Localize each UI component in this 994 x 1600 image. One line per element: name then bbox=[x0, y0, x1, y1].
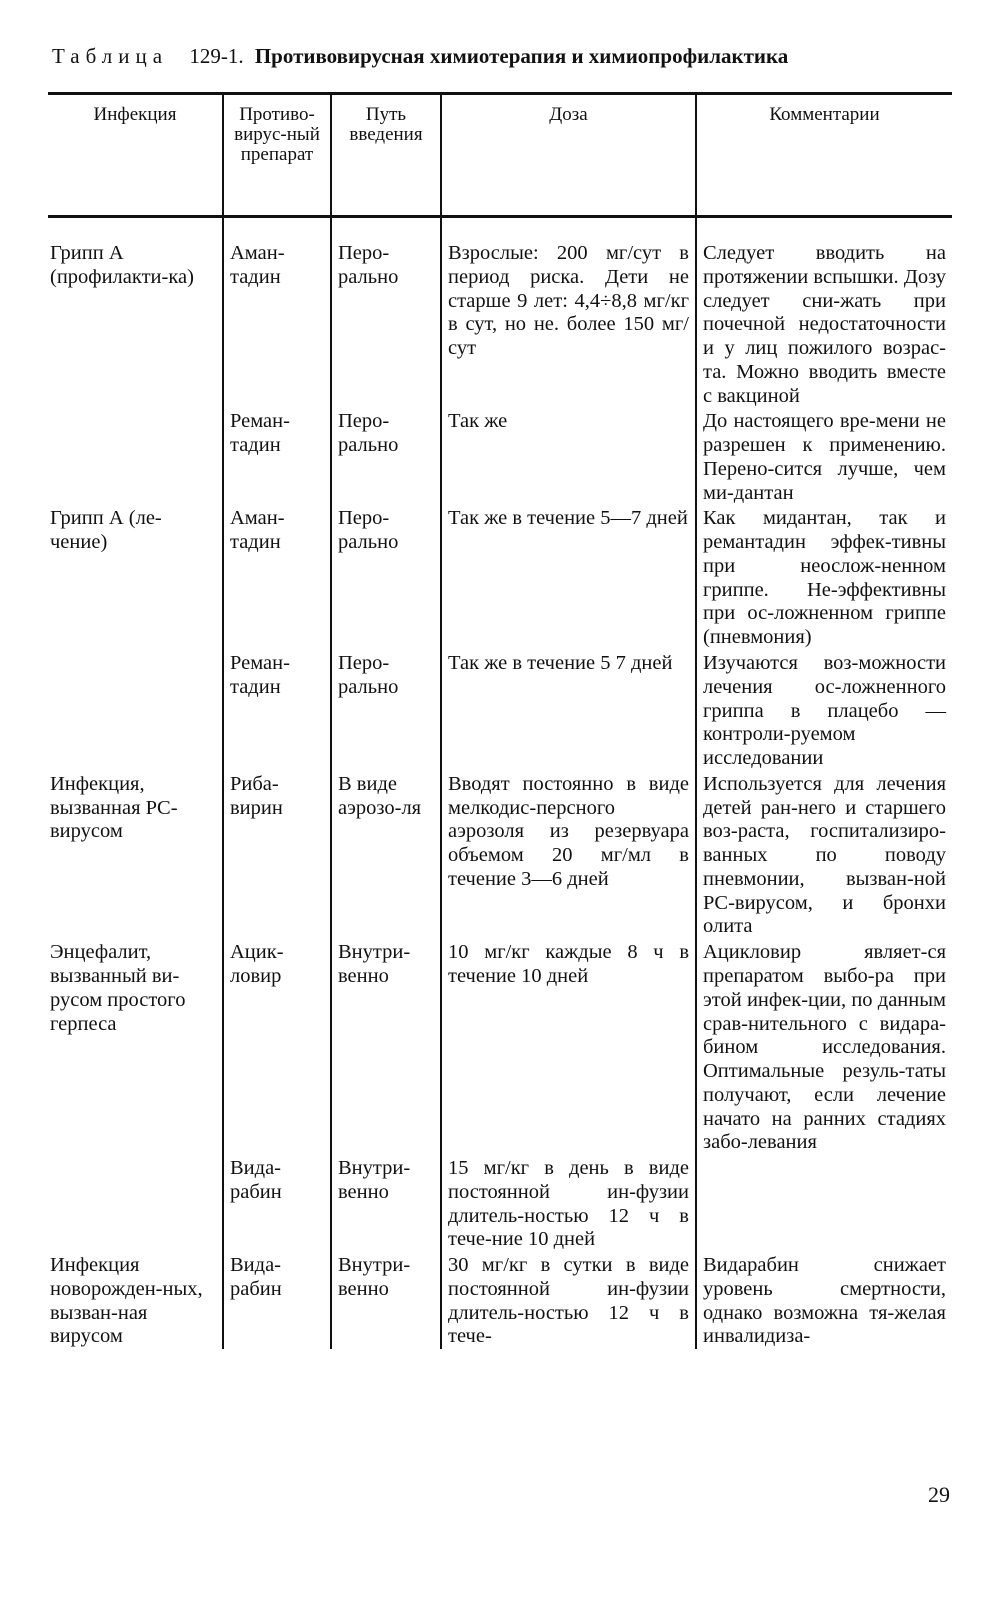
cell-dose: Так же bbox=[441, 408, 696, 505]
antiviral-table bbox=[48, 92, 952, 1349]
cell-infection bbox=[48, 408, 223, 505]
table-row bbox=[48, 939, 952, 1155]
cell-route: Перо-рально bbox=[331, 505, 441, 650]
cell-route: Внутри-венно bbox=[331, 1155, 441, 1252]
cell-comment: Видарабин снижает уровень смертности, однако возможна тя-желая инвалидиза- bbox=[696, 1252, 952, 1349]
cell-infection: Грипп А (ле-чение) bbox=[50, 507, 162, 554]
cell-drug: Реман-тадин bbox=[223, 408, 331, 505]
cell-dose: Вводят постоянно в виде мелкодис-персного аэрозоля из резервуара объемом 20 мг/мл в течение 3—6 дней bbox=[441, 771, 696, 939]
header-drug: Противо-вирус-ный препарат bbox=[223, 94, 331, 217]
cell-infection bbox=[48, 650, 223, 771]
cell-dose: Взрослые: 200 мг/сут в период риска. Дети не старше 9 лет: 4,4÷8,8 мг/кг в сут, но не. более 150 мг/сут bbox=[441, 217, 696, 409]
table-row bbox=[48, 1155, 952, 1252]
cell-route: Внутри-венно bbox=[331, 939, 441, 1155]
cell-route: Внутри-венно bbox=[331, 1252, 441, 1349]
cell-infection: Инфекция, вызванная PC-вирусом bbox=[50, 772, 178, 843]
table-row bbox=[48, 505, 952, 650]
cell-route: Перо-рально bbox=[331, 650, 441, 771]
cell-drug: Аман-тадин bbox=[223, 505, 331, 650]
cell-infection bbox=[48, 1155, 223, 1252]
page-number: 29 bbox=[928, 1482, 950, 1507]
cell-infection: Инфекция новорожден-ных, вызван-ная вирусом bbox=[50, 1254, 203, 1348]
cell-infection: Энцефалит, вызванный ви-русом простого герпеса bbox=[50, 941, 186, 1035]
caption-title: Противовирусная химиотерапия и химиопрофилактика bbox=[254, 44, 789, 68]
table-row bbox=[48, 771, 952, 939]
cell-comment bbox=[696, 1155, 952, 1252]
caption-label: Таблица bbox=[52, 44, 169, 68]
table-row bbox=[48, 1252, 952, 1349]
cell-dose: Так же в течение 5 7 дней bbox=[441, 650, 696, 771]
cell-infection: Грипп А (профилакти-ка) bbox=[50, 242, 194, 288]
cell-comment: Изучаются воз-можности лечения ос-ложненного гриппа в плацебо — контроли-руемом исследовании bbox=[696, 650, 952, 771]
cell-route: Перо-рально bbox=[331, 217, 441, 409]
cell-dose: 30 мг/кг в сутки в виде постоянной ин-фузии длитель-ностью 12 ч в тече- bbox=[441, 1252, 696, 1349]
table-row bbox=[48, 650, 952, 771]
cell-drug: Ацик-ловир bbox=[223, 939, 331, 1155]
header-comments: Комментарии bbox=[696, 94, 952, 217]
table-row bbox=[48, 408, 952, 505]
cell-comment: Используется для лечения детей ран-него и старшего воз-раста, госпитализиро-ванных по поводу пневмонии, вызван-ной PC-вирусом, и бронхи олита bbox=[696, 771, 952, 939]
cell-drug: Вида-рабин bbox=[223, 1155, 331, 1252]
cell-drug: Вида-рабин bbox=[223, 1252, 331, 1349]
header-route: Путь введения bbox=[331, 94, 441, 217]
cell-route: В виде аэрозо-ля bbox=[331, 771, 441, 939]
cell-comment: Как мидантан, так и ремантадин эффек-тивны при неослож-ненном гриппе. Не-эффективны при ос-ложненном гриппе (пневмония) bbox=[696, 505, 952, 650]
cell-drug: Реман-тадин bbox=[223, 650, 331, 771]
caption-number: 129-1. bbox=[189, 44, 244, 68]
cell-drug: Риба-вирин bbox=[223, 771, 331, 939]
header-infection: Инфекция bbox=[48, 94, 223, 217]
header-dose: Доза bbox=[441, 94, 696, 217]
cell-comment: Ацикловир являет-ся препаратом выбо-ра при этой инфек-ции, по данным срав-нительного с видара-бином исследования. Оптимальные резуль-таты получают, если лечение начато на ранних стадиях забо-левания bbox=[696, 939, 952, 1155]
header-row bbox=[48, 94, 952, 217]
cell-dose: 10 мг/кг каждые 8 ч в течение 10 дней bbox=[441, 939, 696, 1155]
cell-comment: Следует вводить на протяжении вспышки. Дозу следует сни-жать при почечной недостаточности и у лиц пожилого возрас-та. Можно вводить вместе с вакциной bbox=[696, 217, 952, 409]
cell-comment: До настоящего вре-мени не разрешен к применению. Перено-сится лучше, чем ми-дантан bbox=[696, 408, 952, 505]
cell-dose: 15 мг/кг в день в виде постоянной ин-фузии длитель-ностью 12 ч в тече-ние 10 дней bbox=[441, 1155, 696, 1252]
cell-drug: Аман-тадин bbox=[223, 217, 331, 409]
table-row bbox=[48, 217, 952, 409]
cell-route: Перо-рально bbox=[331, 408, 441, 505]
table-caption bbox=[52, 44, 788, 69]
cell-dose: Так же в течение 5—7 дней bbox=[441, 505, 696, 650]
